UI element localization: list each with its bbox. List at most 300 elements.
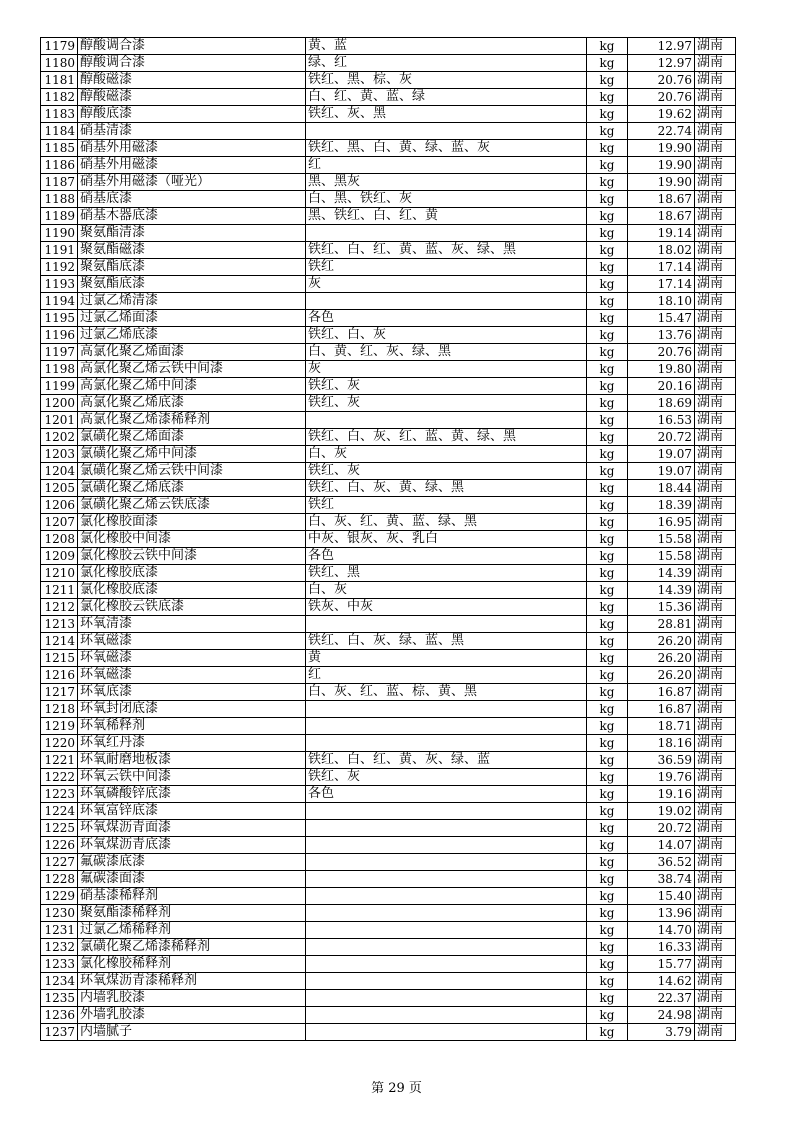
table-row [41,531,736,548]
row-number-cell: 1233 [41,956,78,973]
region-cell: 湖南 [695,803,736,820]
color-spec-cell [306,990,587,1007]
region-cell: 湖南 [695,497,736,514]
unit-cell: kg [587,395,628,412]
unit-cell: kg [587,616,628,633]
table-row [41,939,736,956]
row-number-cell: 1201 [41,412,78,429]
region-cell: 湖南 [695,55,736,72]
table-row [41,684,736,701]
unit-price-cell: 15.47 [628,310,695,327]
unit-price-cell: 18.67 [628,191,695,208]
material-name-cell: 高氯化聚乙烯底漆 [78,395,306,412]
region-cell: 湖南 [695,463,736,480]
material-name-cell: 氯化橡胶云铁中间漆 [78,548,306,565]
material-name-cell: 硝基漆稀释剂 [78,888,306,905]
unit-price-cell: 16.53 [628,412,695,429]
table-row [41,327,736,344]
unit-price-cell: 36.52 [628,854,695,871]
row-number-cell: 1202 [41,429,78,446]
color-spec-cell [306,854,587,871]
unit-price-cell: 26.20 [628,633,695,650]
unit-price-cell: 20.72 [628,429,695,446]
unit-price-cell: 19.62 [628,106,695,123]
color-spec-cell: 黑、铁红、白、红、黄 [306,208,587,225]
row-number-cell: 1216 [41,667,78,684]
unit-cell: kg [587,463,628,480]
table-row [41,276,736,293]
unit-price-cell: 14.07 [628,837,695,854]
color-spec-cell [306,293,587,310]
row-number-cell: 1219 [41,718,78,735]
material-name-cell: 环氧煤沥青漆稀释剂 [78,973,306,990]
material-name-cell: 醇酸调合漆 [78,38,306,55]
table-row [41,786,736,803]
unit-cell: kg [587,123,628,140]
region-cell: 湖南 [695,310,736,327]
table-row [41,888,736,905]
material-name-cell: 聚氨酯底漆 [78,259,306,276]
region-cell: 湖南 [695,259,736,276]
unit-cell: kg [587,361,628,378]
region-cell: 湖南 [695,276,736,293]
unit-price-cell: 18.39 [628,497,695,514]
row-number-cell: 1215 [41,650,78,667]
unit-cell: kg [587,310,628,327]
row-number-cell: 1182 [41,89,78,106]
unit-cell: kg [587,701,628,718]
region-cell: 湖南 [695,480,736,497]
table-row [41,480,736,497]
material-name-cell: 氯化橡胶云铁底漆 [78,599,306,616]
table-row [41,599,736,616]
region-cell: 湖南 [695,344,736,361]
table-row [41,344,736,361]
color-spec-cell: 红 [306,157,587,174]
row-number-cell: 1198 [41,361,78,378]
row-number-cell: 1192 [41,259,78,276]
unit-price-cell: 12.97 [628,38,695,55]
unit-cell: kg [587,1007,628,1024]
color-spec-cell: 铁红、黑、白、黄、绿、蓝、灰 [306,140,587,157]
material-name-cell: 聚氨酯漆稀释剂 [78,905,306,922]
table-row [41,259,736,276]
color-spec-cell: 铁红、白、红、黄、灰、绿、蓝 [306,752,587,769]
table-row [41,548,736,565]
unit-cell: kg [587,412,628,429]
unit-cell: kg [587,378,628,395]
unit-cell: kg [587,38,628,55]
row-number-cell: 1227 [41,854,78,871]
color-spec-cell: 铁红、灰 [306,463,587,480]
unit-price-cell: 19.90 [628,140,695,157]
material-name-cell: 外墙乳胶漆 [78,1007,306,1024]
color-spec-cell: 灰 [306,361,587,378]
table-body [41,38,736,1041]
unit-price-cell: 13.76 [628,327,695,344]
unit-cell: kg [587,548,628,565]
table-row [41,905,736,922]
color-spec-cell: 各色 [306,310,587,327]
unit-price-cell: 12.97 [628,55,695,72]
material-name-cell: 环氧磁漆 [78,667,306,684]
page-number: 第 29 页 [371,1081,422,1096]
material-name-cell: 硝基外用磁漆 [78,157,306,174]
unit-price-cell: 16.87 [628,684,695,701]
region-cell: 湖南 [695,990,736,1007]
material-name-cell: 环氧磁漆 [78,650,306,667]
row-number-cell: 1223 [41,786,78,803]
region-cell: 湖南 [695,582,736,599]
region-cell: 湖南 [695,531,736,548]
region-cell: 湖南 [695,1024,736,1041]
table-row [41,191,736,208]
color-spec-cell [306,973,587,990]
region-cell: 湖南 [695,973,736,990]
unit-cell: kg [587,990,628,1007]
region-cell: 湖南 [695,820,736,837]
region-cell: 湖南 [695,106,736,123]
material-name-cell: 高氯化聚乙烯云铁中间漆 [78,361,306,378]
region-cell: 湖南 [695,412,736,429]
row-number-cell: 1181 [41,72,78,89]
table-row [41,582,736,599]
unit-price-cell: 17.14 [628,259,695,276]
unit-price-cell: 20.76 [628,72,695,89]
unit-price-cell: 18.71 [628,718,695,735]
color-spec-cell: 红 [306,667,587,684]
region-cell: 湖南 [695,446,736,463]
table-row [41,395,736,412]
unit-price-cell: 18.44 [628,480,695,497]
color-spec-cell: 铁灰、中灰 [306,599,587,616]
color-spec-cell: 铁红、白、灰、红、蓝、黄、绿、黑 [306,429,587,446]
row-number-cell: 1206 [41,497,78,514]
unit-price-cell: 13.96 [628,905,695,922]
material-name-cell: 醇酸磁漆 [78,89,306,106]
row-number-cell: 1179 [41,38,78,55]
color-spec-cell [306,616,587,633]
color-spec-cell [306,939,587,956]
table-row [41,735,736,752]
unit-price-cell: 19.14 [628,225,695,242]
row-number-cell: 1221 [41,752,78,769]
row-number-cell: 1231 [41,922,78,939]
material-name-cell: 环氧煤沥青面漆 [78,820,306,837]
unit-price-cell: 18.02 [628,242,695,259]
row-number-cell: 1234 [41,973,78,990]
region-cell: 湖南 [695,650,736,667]
material-name-cell: 氯化橡胶底漆 [78,565,306,582]
unit-price-cell: 18.10 [628,293,695,310]
unit-price-cell: 15.58 [628,531,695,548]
material-name-cell: 氯化橡胶面漆 [78,514,306,531]
material-name-cell: 高氯化聚乙烯漆稀释剂 [78,412,306,429]
color-spec-cell: 白、黄、红、灰、绿、黑 [306,344,587,361]
material-name-cell: 硝基木器底漆 [78,208,306,225]
color-spec-cell: 白、灰 [306,446,587,463]
row-number-cell: 1208 [41,531,78,548]
material-name-cell: 氯化橡胶稀释剂 [78,956,306,973]
row-number-cell: 1217 [41,684,78,701]
table-row [41,650,736,667]
region-cell: 湖南 [695,769,736,786]
row-number-cell: 1229 [41,888,78,905]
region-cell: 湖南 [695,429,736,446]
material-name-cell: 硝基清漆 [78,123,306,140]
row-number-cell: 1193 [41,276,78,293]
unit-cell: kg [587,837,628,854]
unit-cell: kg [587,599,628,616]
material-name-cell: 氟碳漆面漆 [78,871,306,888]
region-cell: 湖南 [695,361,736,378]
color-spec-cell: 白、灰 [306,582,587,599]
material-name-cell: 过氯乙烯底漆 [78,327,306,344]
unit-cell: kg [587,140,628,157]
region-cell: 湖南 [695,871,736,888]
unit-cell: kg [587,854,628,871]
unit-price-cell: 38.74 [628,871,695,888]
region-cell: 湖南 [695,616,736,633]
color-spec-cell [306,888,587,905]
unit-cell: kg [587,939,628,956]
region-cell: 湖南 [695,786,736,803]
region-cell: 湖南 [695,327,736,344]
color-spec-cell: 铁红、灰、黑 [306,106,587,123]
unit-cell: kg [587,242,628,259]
unit-cell: kg [587,922,628,939]
color-spec-cell: 铁红、灰 [306,769,587,786]
region-cell: 湖南 [695,225,736,242]
color-spec-cell: 铁红、白、灰、黄、绿、黑 [306,480,587,497]
unit-price-cell: 15.40 [628,888,695,905]
unit-price-cell: 26.20 [628,650,695,667]
material-name-cell: 环氧稀释剂 [78,718,306,735]
material-name-cell: 过氯乙烯面漆 [78,310,306,327]
row-number-cell: 1222 [41,769,78,786]
unit-price-cell: 14.39 [628,582,695,599]
table-row [41,89,736,106]
table-row [41,820,736,837]
row-number-cell: 1183 [41,106,78,123]
unit-cell: kg [587,786,628,803]
material-name-cell: 环氧清漆 [78,616,306,633]
color-spec-cell: 铁红、白、红、黄、蓝、灰、绿、黑 [306,242,587,259]
unit-cell: kg [587,174,628,191]
unit-cell: kg [587,89,628,106]
color-spec-cell: 铁红、灰 [306,378,587,395]
row-number-cell: 1205 [41,480,78,497]
region-cell: 湖南 [695,1007,736,1024]
price-table [40,37,736,1041]
row-number-cell: 1225 [41,820,78,837]
table-row [41,208,736,225]
row-number-cell: 1218 [41,701,78,718]
row-number-cell: 1194 [41,293,78,310]
material-name-cell: 高氯化聚乙烯中间漆 [78,378,306,395]
unit-cell: kg [587,446,628,463]
row-number-cell: 1188 [41,191,78,208]
row-number-cell: 1199 [41,378,78,395]
row-number-cell: 1220 [41,735,78,752]
row-number-cell: 1207 [41,514,78,531]
color-spec-cell: 铁红、黑 [306,565,587,582]
unit-cell: kg [587,480,628,497]
unit-cell: kg [587,497,628,514]
unit-price-cell: 19.07 [628,446,695,463]
table-row [41,225,736,242]
unit-price-cell: 28.81 [628,616,695,633]
table-row [41,973,736,990]
region-cell: 湖南 [695,905,736,922]
unit-price-cell: 18.16 [628,735,695,752]
unit-price-cell: 19.90 [628,157,695,174]
region-cell: 湖南 [695,191,736,208]
material-name-cell: 环氧磁漆 [78,633,306,650]
table-row [41,412,736,429]
table-row [41,752,736,769]
row-number-cell: 1196 [41,327,78,344]
color-spec-cell: 黑、黑灰 [306,174,587,191]
color-spec-cell: 铁红、白、灰 [306,327,587,344]
table-row [41,446,736,463]
unit-cell: kg [587,225,628,242]
unit-cell: kg [587,905,628,922]
row-number-cell: 1204 [41,463,78,480]
material-name-cell: 氯磺化聚乙烯漆稀释剂 [78,939,306,956]
unit-price-cell: 36.59 [628,752,695,769]
unit-price-cell: 19.02 [628,803,695,820]
table-row [41,38,736,55]
unit-price-cell: 19.16 [628,786,695,803]
unit-cell: kg [587,276,628,293]
row-number-cell: 1230 [41,905,78,922]
row-number-cell: 1232 [41,939,78,956]
unit-price-cell: 20.16 [628,378,695,395]
material-name-cell: 氯磺化聚乙烯云铁中间漆 [78,463,306,480]
unit-cell: kg [587,531,628,548]
unit-cell: kg [587,718,628,735]
table-row [41,361,736,378]
region-cell: 湖南 [695,922,736,939]
unit-price-cell: 3.79 [628,1024,695,1041]
unit-cell: kg [587,1024,628,1041]
table-row [41,310,736,327]
material-name-cell: 内墙腻子 [78,1024,306,1041]
unit-price-cell: 24.98 [628,1007,695,1024]
material-name-cell: 环氧耐磨地板漆 [78,752,306,769]
unit-cell: kg [587,55,628,72]
material-name-cell: 环氧磷酸锌底漆 [78,786,306,803]
unit-cell: kg [587,684,628,701]
unit-price-cell: 18.67 [628,208,695,225]
unit-price-cell: 18.69 [628,395,695,412]
color-spec-cell [306,718,587,735]
unit-cell: kg [587,259,628,276]
table-row [41,106,736,123]
material-name-cell: 聚氨酯清漆 [78,225,306,242]
region-cell: 湖南 [695,123,736,140]
material-name-cell: 环氧红丹漆 [78,735,306,752]
material-name-cell: 氯化橡胶中间漆 [78,531,306,548]
region-cell: 湖南 [695,684,736,701]
material-name-cell: 环氧云铁中间漆 [78,769,306,786]
table-row [41,871,736,888]
color-spec-cell [306,1007,587,1024]
row-number-cell: 1213 [41,616,78,633]
material-name-cell: 氯磺化聚乙烯云铁底漆 [78,497,306,514]
color-spec-cell [306,701,587,718]
region-cell: 湖南 [695,548,736,565]
region-cell: 湖南 [695,72,736,89]
row-number-cell: 1184 [41,123,78,140]
color-spec-cell: 灰 [306,276,587,293]
table-row [41,633,736,650]
color-spec-cell: 白、黑、铁红、灰 [306,191,587,208]
unit-price-cell: 14.39 [628,565,695,582]
material-name-cell: 醇酸磁漆 [78,72,306,89]
region-cell: 湖南 [695,293,736,310]
row-number-cell: 1237 [41,1024,78,1041]
region-cell: 湖南 [695,735,736,752]
material-name-cell: 内墙乳胶漆 [78,990,306,1007]
color-spec-cell: 铁红、黑、棕、灰 [306,72,587,89]
color-spec-cell: 黄 [306,650,587,667]
material-name-cell: 过氯乙烯清漆 [78,293,306,310]
color-spec-cell [306,837,587,854]
unit-cell: kg [587,565,628,582]
color-spec-cell: 白、红、黄、蓝、绿 [306,89,587,106]
row-number-cell: 1228 [41,871,78,888]
unit-cell: kg [587,157,628,174]
color-spec-cell [306,956,587,973]
unit-price-cell: 15.36 [628,599,695,616]
region-cell: 湖南 [695,854,736,871]
row-number-cell: 1224 [41,803,78,820]
material-name-cell: 硝基外用磁漆（哑光） [78,174,306,191]
unit-price-cell: 22.74 [628,123,695,140]
region-cell: 湖南 [695,565,736,582]
unit-cell: kg [587,820,628,837]
table-row [41,242,736,259]
color-spec-cell [306,820,587,837]
row-number-cell: 1189 [41,208,78,225]
unit-cell: kg [587,344,628,361]
material-name-cell: 环氧封闭底漆 [78,701,306,718]
color-spec-cell [306,871,587,888]
table-row [41,55,736,72]
unit-cell: kg [587,327,628,344]
region-cell: 湖南 [695,837,736,854]
table-row [41,565,736,582]
material-name-cell: 氯磺化聚乙烯中间漆 [78,446,306,463]
region-cell: 湖南 [695,939,736,956]
color-spec-cell [306,905,587,922]
row-number-cell: 1191 [41,242,78,259]
unit-cell: kg [587,735,628,752]
table-row [41,140,736,157]
unit-price-cell: 16.95 [628,514,695,531]
region-cell: 湖南 [695,633,736,650]
material-name-cell: 醇酸调合漆 [78,55,306,72]
material-name-cell: 氟碳漆底漆 [78,854,306,871]
material-name-cell: 氯磺化聚乙烯底漆 [78,480,306,497]
unit-cell: kg [587,871,628,888]
color-spec-cell: 绿、红 [306,55,587,72]
unit-cell: kg [587,667,628,684]
table-row [41,157,736,174]
region-cell: 湖南 [695,89,736,106]
